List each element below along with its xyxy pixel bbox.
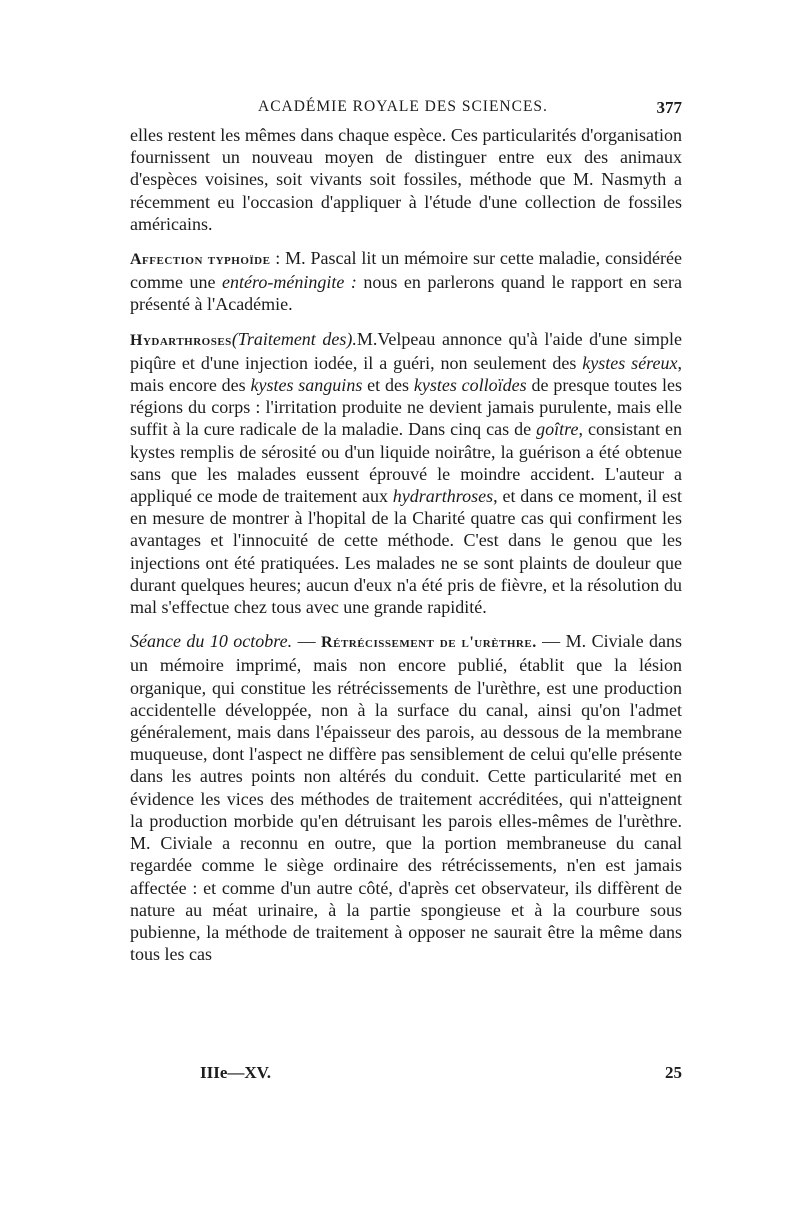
hydarthroses-text-f: , et dans ce moment, il est en mesure de montrer à l'hopital de la Charité quatre cas qui confirment les avantages et l'innocuité de cette méthode. C'est dans le genou que les injections ont été pratiquées. Les malades ne se sont plaints de douleur que durant quelques heures; aucun d'eux n'a été pris de fièvre, et la résolution du mal s'effectue chez tous avec une grande rapidité. <box>130 486 682 618</box>
hydarthroses-text-e: , consistant en kystes remplis de sérosité ou d'un liquide noirâtre, la guérison a été obtenue sans que les malades eussent éprouvé le moindre accident. L'auteur a appliqué ce mode de traitement aux <box>130 419 682 507</box>
paragraph-hydarthroses <box>130 328 682 619</box>
term-kystes-sanguins: kystes sanguins <box>250 375 363 396</box>
hydarthroses-text-c: et des <box>362 375 414 396</box>
page-number: 377 <box>656 98 682 117</box>
hydarthroses-text-d: de presque toutes les régions du corps : l'irritation produite ne devient jamais purulente, mais elle suffit à la cure radicale de la maladie. Dans cinq cas de <box>130 375 682 440</box>
hydarthroses-text-a: M.Velpeau annonce qu'à l'aide d'une simple piqûre et d'une injection iodée, il a guéri, non seulement des <box>130 328 682 373</box>
term-goitre: goître <box>536 419 579 440</box>
page-header <box>130 98 682 122</box>
session-date: Séance du 10 octobre. <box>130 631 293 652</box>
section-heading-urethra: Rétrécissement de l'urèthre. <box>321 634 537 652</box>
page-footer <box>130 1063 682 1087</box>
section-heading-typhoid: Affection typhoïde <box>130 251 271 269</box>
signature-mark: IIIe—XV. <box>200 1063 272 1082</box>
running-title: ACADÉMIE ROYALE DES SCIENCES. <box>258 98 548 115</box>
sheet-number: 25 <box>665 1063 682 1082</box>
hydarthroses-subtitle: (Traitement des). <box>231 328 357 349</box>
typhoid-text-b: nous en parlerons quand le rapport en sera présenté à l'Académie. <box>130 272 682 315</box>
paragraph-fossils: elles restent les mêmes dans chaque espèce. Ces particularités d'organisation fournissent un nouveau moyen de distinguer entre eux des animaux d'espèces voisines, soit vivants soit fossiles, méthode que M. Nasmyth a récemment eu l'occasion d'appliquer à l'étude d'une collection de fossiles américains. <box>130 125 682 234</box>
body-text <box>130 124 682 965</box>
typhoid-text-a: : M. Pascal lit un mémoire sur cette maladie, considérée comme une <box>130 248 682 293</box>
term-hydrarthroses: hydrarthroses <box>392 486 494 507</box>
section-heading-hydarthroses: Hydarthroses <box>130 331 232 349</box>
term-kystes-sereux: kystes séreux <box>582 352 678 373</box>
typhoid-term: entéro-méningite : <box>222 272 357 293</box>
session-dash: — <box>292 631 322 652</box>
paragraph-urethra <box>130 630 682 965</box>
urethra-text: — M. Civiale dans un mémoire imprimé, mais non encore publié, établit que la lésion organique, qui constitue les rétrécissements de l'urèthre, est une production accidentelle développée, non à la surface du canal, ainsi qu'on l'admet généralement, mais dans l'épaisseur des parois, au dessous de la membrane muqueuse, dont l'aspect ne diffère pas sensiblement de celui qu'elle présente dans les autres points non altérés du conduit. Cette particularité met en évidence les vices des méthodes de traitement accréditées, qui n'atteignent la production morbide qu'en détruisant les parois elles-mêmes de l'urèthre. M. Civiale a reconnu en outre, que la portion membraneuse du canal regardée comme le siège ordinaire des rétrécissements, n'en est jamais affectée : et comme d'un autre côté, d'après cet observateur, ils diffèrent de nature au méat urinaire, à la partie spongieuse et à la courbure sous pubienne, la méthode de traitement à opposer ne saurait être la même dans tous les cas <box>130 631 682 965</box>
term-kystes-colloides: kystes colloïdes <box>413 375 527 396</box>
paragraph-typhoid <box>130 247 682 316</box>
hydarthroses-text-b: , mais encore des <box>130 352 682 396</box>
